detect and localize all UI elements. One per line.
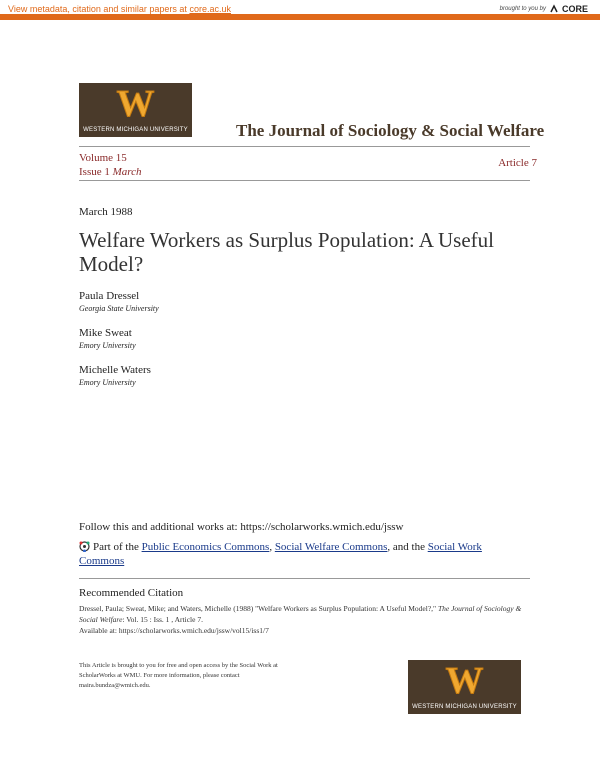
wmu-w-icon: W bbox=[445, 660, 484, 702]
follow-line bbox=[79, 521, 403, 533]
notice-line: This Article is brought to you for free and open access by the Social Work at bbox=[79, 662, 278, 669]
citation-authors-title: Dressel, Paula; Sweat, Mike; and Waters, Michelle (1988) "Welfare Workers as Surplus Population: A Useful Model?," bbox=[79, 604, 437, 613]
contact-email-link[interactable]: maira.bundza@wmich.edu. bbox=[79, 682, 151, 689]
part-of-prefix: Part of the bbox=[93, 541, 142, 553]
core-link[interactable]: core.ac.uk bbox=[189, 4, 231, 14]
core-brought-by bbox=[500, 4, 588, 14]
author-affiliation: Georgia State University bbox=[79, 304, 159, 313]
author-name[interactable]: Paula Dressel bbox=[79, 290, 140, 302]
core-metadata-text bbox=[8, 4, 231, 14]
citation-journal: The Journal of Sociology & Social Welfare bbox=[79, 604, 522, 624]
recommended-citation-heading: Recommended Citation bbox=[79, 587, 184, 599]
article-number: Article 7 bbox=[498, 157, 537, 169]
social-work-commons-link[interactable]: Social Work Commons bbox=[79, 541, 482, 567]
access-notice bbox=[79, 661, 319, 691]
author-name[interactable]: Michelle Waters bbox=[79, 364, 151, 376]
wmu-logo-footer bbox=[408, 660, 521, 714]
core-metadata-label: View metadata, citation and similar papers at bbox=[8, 4, 190, 14]
part-of-sep: , bbox=[269, 541, 275, 553]
follow-label: Follow this and additional works at: bbox=[79, 521, 241, 533]
core-banner bbox=[0, 0, 600, 20]
author-name[interactable]: Mike Sweat bbox=[79, 327, 132, 339]
commons-network-icon bbox=[79, 541, 90, 552]
citation-divider bbox=[79, 578, 530, 579]
volume-link[interactable]: Volume 15 bbox=[79, 152, 127, 164]
follow-url-link[interactable]: https://scholarworks.wmich.edu/jssw bbox=[240, 521, 404, 533]
available-label: Available at: bbox=[79, 626, 119, 635]
author-1 bbox=[79, 290, 159, 313]
part-of-line bbox=[79, 540, 519, 568]
wmu-logo bbox=[79, 83, 192, 137]
wmu-logo-text: WESTERN MICHIGAN UNIVERSITY bbox=[412, 704, 517, 710]
citation-volume: : Vol. 15 : Iss. 1 , Article 7. bbox=[122, 615, 203, 624]
author-2 bbox=[79, 327, 136, 350]
wmu-w-icon: W bbox=[116, 83, 155, 125]
paper-title[interactable]: Welfare Workers as Surplus Population: A Useful Model? bbox=[79, 228, 495, 276]
core-logo-icon bbox=[549, 4, 559, 14]
volume-issue bbox=[79, 151, 142, 179]
journal-title[interactable]: The Journal of Sociology & Social Welfare bbox=[236, 121, 545, 140]
issue-label: Issue 1 bbox=[79, 166, 110, 178]
issue-divider bbox=[79, 180, 530, 181]
citation-url-link[interactable]: https://scholarworks.wmich.edu/jssw/vol15/iss1/7 bbox=[118, 626, 269, 635]
author-3 bbox=[79, 364, 151, 387]
author-affiliation: Emory University bbox=[79, 341, 136, 350]
core-logo-text[interactable]: CORE bbox=[561, 4, 588, 14]
issue-link[interactable] bbox=[79, 165, 142, 179]
notice-line: ScholarWorks at WMU. For more information, please contact bbox=[79, 672, 240, 679]
wmu-logo-text: WESTERN MICHIGAN UNIVERSITY bbox=[83, 127, 188, 133]
citation-text bbox=[79, 603, 524, 636]
part-of-sep: , and the bbox=[387, 541, 428, 553]
header-divider bbox=[79, 146, 530, 147]
issue-month: March bbox=[112, 166, 142, 178]
brought-by-text: brought to you by bbox=[499, 6, 546, 12]
provided-by-text: provided by ScholarWorks at WMU bbox=[510, 20, 588, 26]
public-economics-commons-link[interactable]: Public Economics Commons bbox=[141, 541, 270, 553]
author-affiliation: Emory University bbox=[79, 378, 136, 387]
social-welfare-commons-link[interactable]: Social Welfare Commons bbox=[274, 541, 388, 553]
publication-date: March 1988 bbox=[79, 206, 133, 218]
